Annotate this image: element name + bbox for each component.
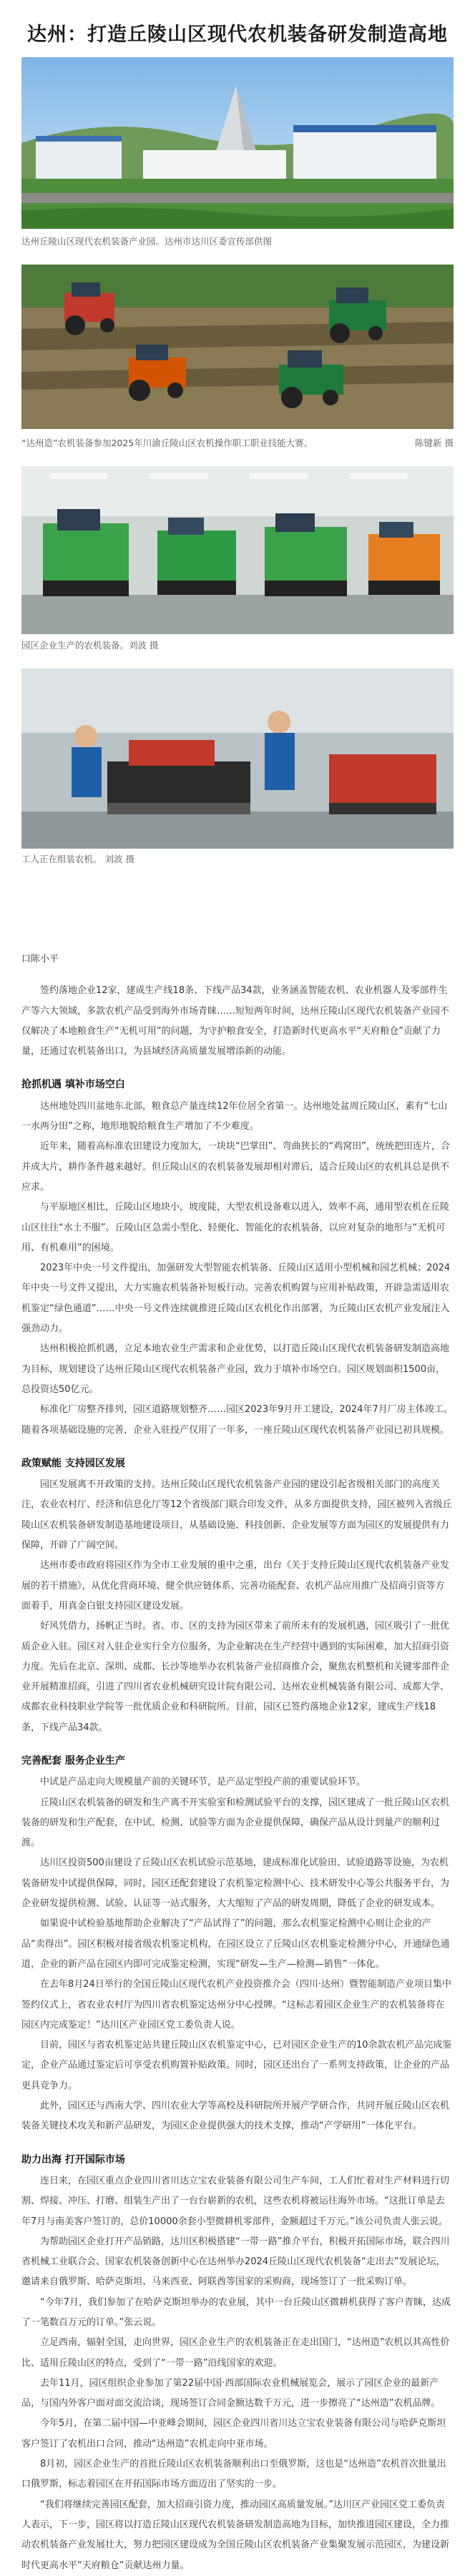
paragraph: 标准化厂房整齐排列，园区道路规划整齐……园区2023年9月开工建设，2024年7月厂房主体竣工。随着各项基础设施的完善，企业入驻投产仅用了一年多，一座丘陵山区现代农机装备产业园已初具规模。 <box>21 1404 453 1436</box>
paragraph: 中试是产品走向大规模量产前的关键环节，是产品定型投产前的重要试验环节。 <box>40 1777 366 1788</box>
workers-assembling-photo <box>21 668 454 849</box>
paragraph: 立足西南，辐射全国，走向世界，园区企业生产的农机装备正在走出国门，“达州造”农机以其高性价比、适用丘陵山区的特点，受到了“一带一路”沿线国家的欢迎。 <box>21 2337 450 2369</box>
paragraph: 如果说中试检验基地帮助企业解决了“产品试得了”的问题，那么农机鉴定检测中心则让企业的产品“卖得出”。园区积极对接省级农机鉴定机构，在园区设立了丘陵山区农机鉴定检测分中心，开通绿色通道，企业的新产品在园区内即可完成鉴定检测，实现“研发—生产—检测—销售”一体化。 <box>21 1918 450 1970</box>
paragraph: 达州积极抢抓机遇，立足本地农业生产需求和企业优势，以打造丘陵山区现代农机装备研发制造高地为目标，规划建设了达州丘陵山区现代农机装备产业园，致力于填补市场空白。园区规划面积1500亩，总投资达50亿元。 <box>21 1343 450 1395</box>
figure-caption <box>21 235 454 249</box>
section-heading: 助力出海 打开国际市场 <box>21 2153 125 2166</box>
figure-industrial-park <box>21 57 454 229</box>
paragraph: 园区发展离不开政策的支持。达州丘陵山区现代农机装备产业园的建设引起省级相关部门的高度关注，农业农村厅、经济和信息化厅等12个省级部门联合印发文件，从多方面提供支持，园区被列入省级丘陵山区农机装备研发制造基地建设项目，从基础设施、科技创新、企业发展等方面为园区的发展提供有力保障，开辟了广阔空间。 <box>21 1479 452 1551</box>
paragraph: 与平原地区相比，丘陵山区地块小，坡度陡，大型农机设备难以进入，效率不高，通用型农机在丘陵山区往往“水土不服”。丘陵山区急需小型化、轻便化、智能化的农机装备，以应对复杂的地形与“无机可用、有机难用”的困境。 <box>21 1202 450 1253</box>
section-heading: 政策赋能 支持园区发展 <box>21 1457 125 1469</box>
paragraph: “我们将继续完善园区配套，加大招商引资力度，推动园区高质量发展。”达川区产业园区党工委负责人表示，下一步，园区将以打造丘陵山区现代农机装备研发制造高地为目标，加快推进园区建设，全力推动农机装备产业发展壮大，努力把园区建设成为全国丘陵山区农机装备产业集聚发展示范园区，为建设新时代更高水平“天府粮仓”贡献达州力量。 <box>21 2499 450 2571</box>
figure-farm-machines <box>21 265 454 429</box>
paragraph: 为帮助园区企业打开产品销路，达川区积极搭建“一带一路”推介平台，积极开拓国际市场，联合四川省机械工业联合会、国家农机装备创新中心在达州举办2024丘陵山区现代农机装备“走出去”发展论坛，邀请来自俄罗斯、哈萨克斯坦、马来西亚、阿联酋等国家的采购商，现场签订了一批采购订单。 <box>21 2236 450 2288</box>
caption-text: 园区企业生产的农机装备。刘波 摄 <box>21 640 159 651</box>
paragraph: 达州地处四川盆地东北部，粮食总产量连续12年位居全省第一。达州地处盆周丘陵山区，素有“七山一水两分田”之称，地形地貌给粮食生产增加了不少难度。 <box>21 1100 448 1132</box>
paragraph: 在去年8月24日举行的全国丘陵山区现代农机产业投资推介会（四川·达州）暨智能制造产业项目集中签约仪式上，省农业农村厅为四川省农机鉴定达州分中心授牌。“这标志着园区企业生产的农机装备将在园区内完成鉴定！”达川区产业园区党工委负责人说。 <box>21 1979 451 2030</box>
farm-machines-photo <box>21 265 454 429</box>
industrial-park-photo <box>21 57 454 229</box>
intro-paragraph: 签约落地企业12家，建成生产线18条、下线产品34款，业务涵盖智能农机、农业机器人及零部件生产等六大领域，多款农机产品受到海外市场青睐……短短两年时间，达州丘陵山区现代农机装备产业园不仅解决了本地粮食生产“无机可用”的问题，为守护粮食安全，打造新时代更高水平“天府粮仓”贡献了力量，还通过农机装备出口，为县域经济高质量发展增添新的动能。 <box>21 985 450 1057</box>
caption-credit: 陈键新 摄 <box>415 438 454 448</box>
paragraph: 此外，园区还与西南大学、四川农业大学等高校及科研院所开展产学研合作，共同开展丘陵山区农机装备关键技术攻关和新产品研发，为园区企业提供强大的技术支撑，推动“产学研用”一体化平台。 <box>21 2101 450 2132</box>
factory-machines-photo <box>21 466 454 634</box>
figure-caption <box>21 852 454 867</box>
paragraph: 今年5月，在第二届中国—中亚峰会期间，园区企业四川省川达立宝农业装备有限公司与哈萨克斯坦客户签订了农机出口合同，推动“达州造”农机走向中亚市场。 <box>21 2418 446 2449</box>
section-heading: 完善配套 服务企业生产 <box>21 1755 125 1767</box>
figure-factory-machines <box>21 466 454 634</box>
byline: 口陈小平 <box>21 954 59 964</box>
section-heading: 抢抓机遇 填补市场空白 <box>21 1079 125 1091</box>
figure-workers-assembling <box>21 668 454 849</box>
paragraph: 去年11月，园区组织企业参加了第22届中国·西部国际农业机械展览会，展示了园区企业的最新产品，与国内外客户面对面交流洽谈，现场签订合同金额达数千万元，进一步擦亮了“达州造”农机品牌。 <box>21 2377 441 2409</box>
figure-caption <box>21 638 454 653</box>
article-title: 达州：打造丘陵山区现代农机装备研发制造高地 <box>27 24 448 46</box>
caption-text: 工人正在组装农机。 刘波 摄 <box>21 854 134 864</box>
caption-text: 达州丘陵山区现代农机装备产业园。达州市达川区委宣传部供图 <box>21 236 273 247</box>
paragraph: 达州市委市政府将园区作为全市工业发展的重中之重，出台《关于支持丘陵山区现代农机装备产业发展的若干措施》，从优化营商环境、健全供应链体系、完善功能配套、农机产品应用推广及招商引资等方面着手，用真金白银支持园区建设发展。 <box>21 1560 450 1612</box>
paragraph: 近年来，随着高标准农田建设力度加大，一块块“巴掌田”、弯曲狭长的“鸡窝田”，统统把田连片，合并成大片，耕作条件越来越好。但丘陵山区的农机装备发展却相对滞后，适合丘陵山区的农机具总是供不应求。 <box>21 1141 450 1193</box>
paragraph: 丘陵山区农机装备的研发和生产离不开实验室和检测试验平台的支撑，园区建成了一批丘陵山区农机装备的研发和生产配套，在中试、检测、试验等方面为企业提供保障，确保产品从设计到量产的顺利过渡。 <box>21 1797 450 1849</box>
paragraph: 8月初，园区企业生产的首批丘陵山区农机装备顺利出口至俄罗斯，这也是“达州造”农机首次批量出口俄罗斯，标志着园区在开拓国际市场方面迈出了坚实的一步。 <box>21 2459 446 2490</box>
caption-text: “达州造”农机装备参加2025年川渝丘陵山区农机操作职工职业技能大赛。 <box>21 438 313 448</box>
paragraph: 达川区投资500亩建设了丘陵山区农机试验示范基地，建成标准化试验田、试验道路等设施，为农机装备研发中试提供保障，同时，园区还配套建设了农机鉴定检测中心、技术研发中心等公共服务平台，为企业研发提供检测、试验、认证等一站式服务，大大缩短了产品的研发周期，降低了企业的研发成本。 <box>21 1857 450 1910</box>
paragraph: 目前，园区与省农机鉴定站共建丘陵山区农机鉴定中心，已对园区企业生产的10余款农机产品完成鉴定，企业产品通过鉴定后可享受农机购置补贴政策。同时，园区还出台了一系列支持政策，让企业的产品更具竞争力。 <box>21 2040 452 2091</box>
figure-caption <box>21 436 454 450</box>
paragraph: 2023年中央一号文件提出，加强研发大型智能农机装备、丘陵山区适用小型机械和园艺机械；2024年中央一号文件又提出，大力实施农机装备补短板行动。完善农机购置与应用补贴政策，开辟急需适用农机鉴定“绿色通道”……中央一号文件连续就推进丘陵山区农机化作出部署，为丘陵山区农机产业发展注入强劲动力。 <box>21 1263 451 1335</box>
article-body <box>21 949 454 2576</box>
paragraph: 好风凭借力，扬帆正当时。省、市、区的支持为园区带来了前所未有的发展机遇，园区吸引了一批优质企业入驻。园区对入驻企业实行全方位服务，为企业解决在生产经营中遇到的实际困难，加大招商引资力度。先后在北京、深圳、成都、长沙等地举办农机装备产业招商推介会，聚焦农机整机和关键零部件企业开展精准招商，引进了四川省农业机械研究设计院有限公司、达州农业机械装备有限公司、成都大学、成都农业科技职业学院等一批优质企业和科研院所。目前，园区已签约落地企业12家，建成生产线18条，下线产品34款。 <box>21 1621 450 1733</box>
paragraph: “今年7月，我们参加了在哈萨克斯坦举办的农业展，其中一台丘陵山区微耕机获得了客户青睐，达成了一笔数百万元的订单。”张云说。 <box>21 2296 451 2328</box>
paragraph: 连日来，在园区重点企业四川省川达立宝农业装备有限公司生产车间，工人们忙着对生产材料进行切割、焊接、冲压、打磨、组装生产出了一台台崭新的农机，这些农机将被运往海外市场。“这批订单是去年7月与南美客户签订的，总价10000余套小型微耕机零部件，金额超过千万元。”该公司负责人张云说。 <box>21 2175 450 2227</box>
